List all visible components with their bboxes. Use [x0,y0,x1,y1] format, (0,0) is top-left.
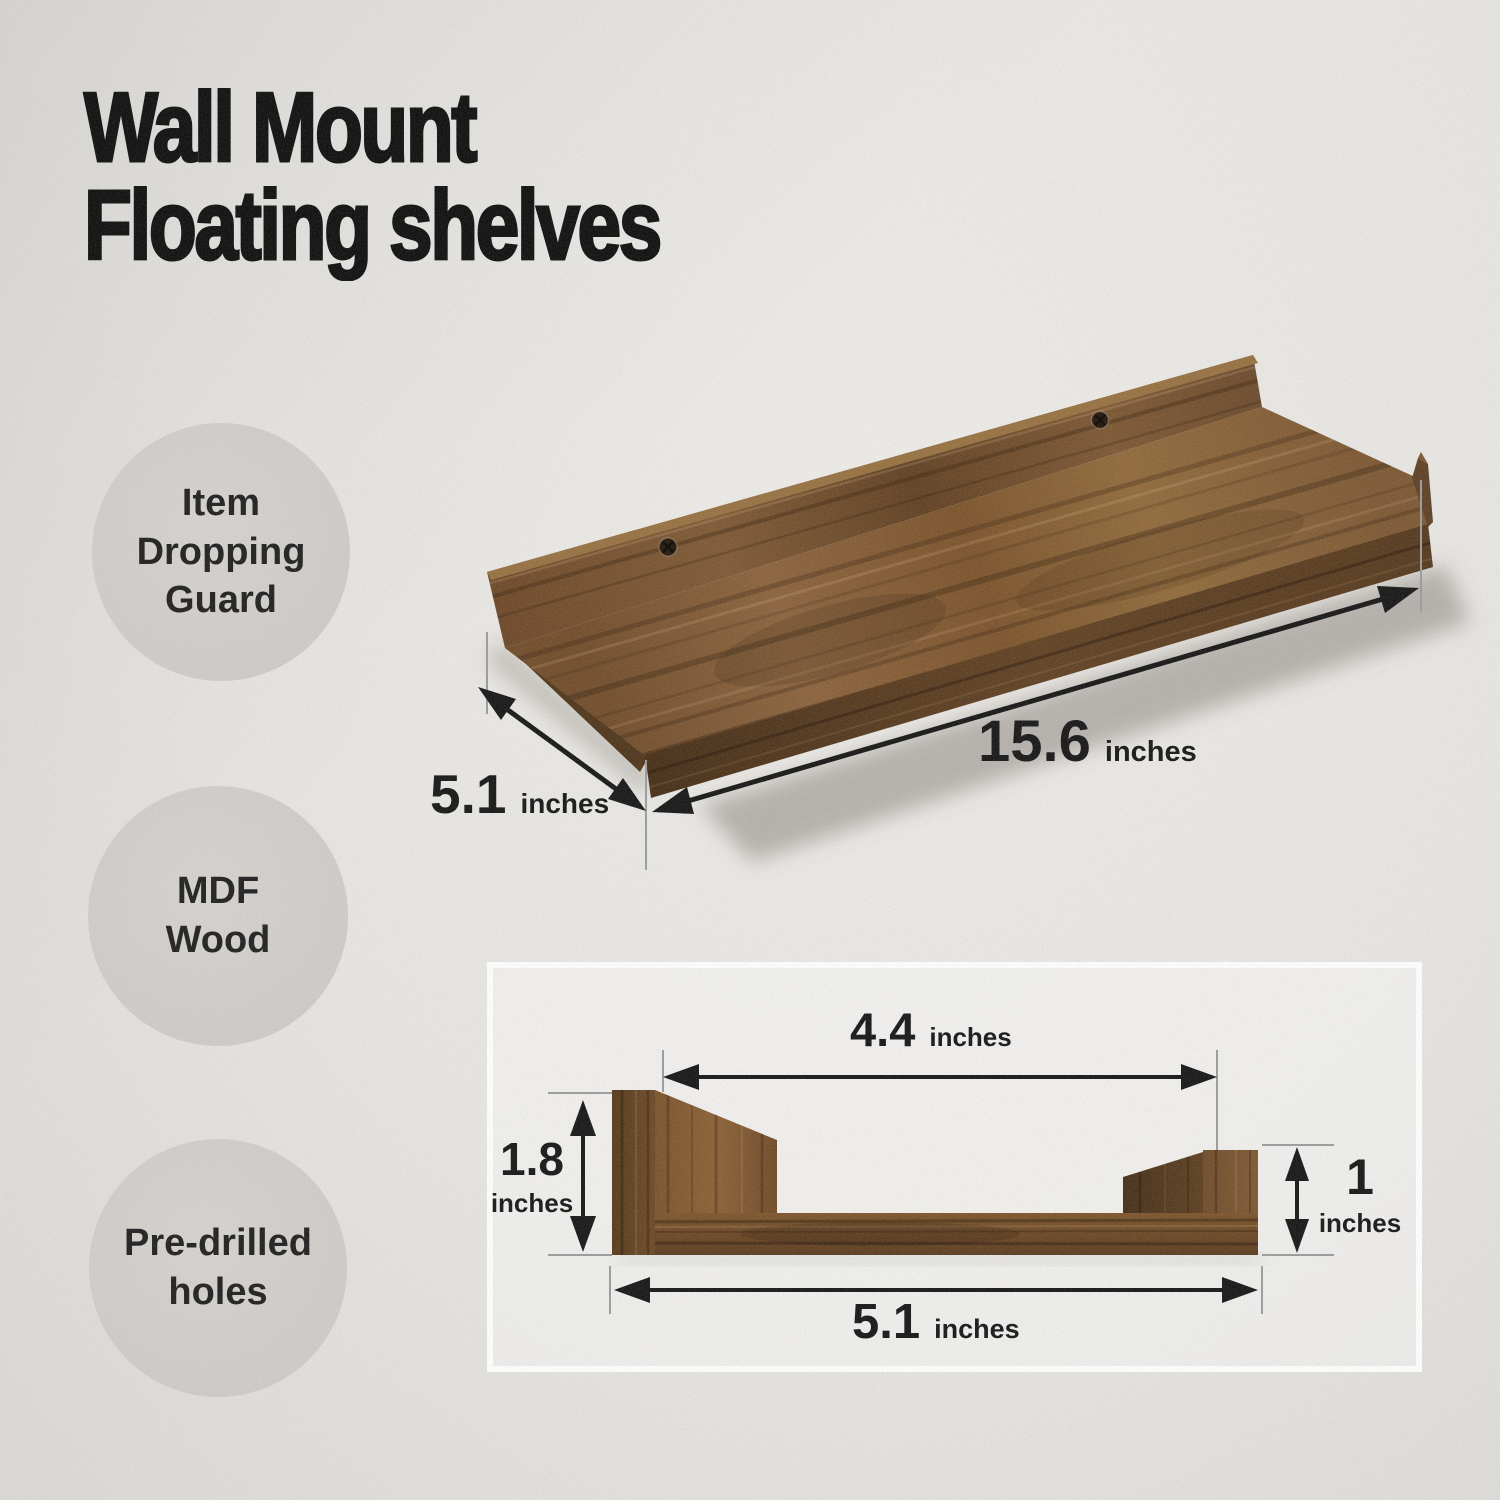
screw-icon [659,538,677,556]
feature-text: Pre-drilled [124,1222,312,1265]
dimension-label-bottom-width [852,1294,1020,1350]
dimension-unit: inches [1104,736,1197,768]
page-title-line-2: Floating shelves [84,170,660,280]
screw-icon [1092,412,1109,429]
shelf-photo [0,355,1495,926]
feature-text: Guard [165,579,277,622]
feature-text: Item [181,482,261,525]
feature-text: holes [168,1271,268,1313]
dimension-unit: inches [1318,1208,1402,1238]
feature-text: Wood [165,919,271,961]
feature-text: MDF [176,870,260,913]
dimension-value: 15.6 [978,709,1091,774]
dimension-value: 4.4 [850,1003,916,1056]
dimension-unit: inches [520,788,610,819]
dimension-unit: inches [929,1022,1012,1052]
dimension-value: 1 [1346,1149,1374,1205]
dimension-label-inner-width [850,1002,1012,1057]
dimension-value: 5.1 [430,763,507,825]
dimension-unit: inches [934,1314,1020,1344]
dimension-value: 5.1 [852,1295,921,1349]
dimension-label-length [978,708,1197,775]
dimension-label-front-height [1310,1148,1410,1239]
dimension-unit: inches [490,1188,574,1218]
dimension-label-back-height [474,1132,590,1219]
dimension-label-depth [430,762,609,826]
page-title-line-1: Wall Mount [84,72,476,182]
dimension-value: 1.8 [500,1133,564,1185]
feature-text: Dropping [136,530,306,573]
